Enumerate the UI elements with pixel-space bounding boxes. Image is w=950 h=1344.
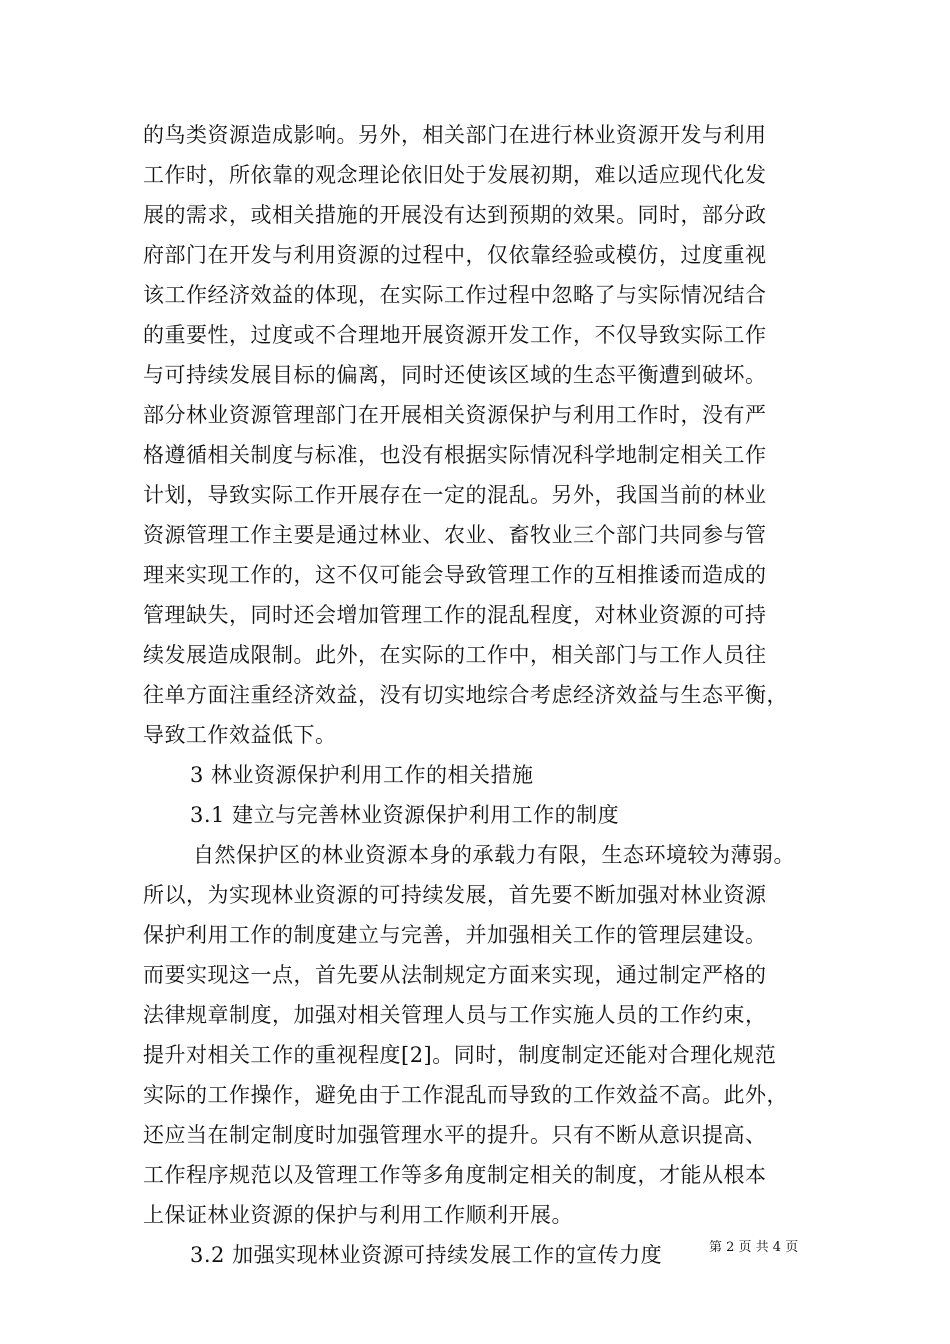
subsection-heading: 3.1 建立与完善林业资源保护利用工作的制度 — [190, 803, 620, 827]
body-text-line: 所以，为实现林业资源的可持续发展，首先要不断加强对林业资源 — [143, 883, 767, 907]
body-text-line: 该工作经济效益的体现，在实际工作过程中忽略了与实际情况结合 — [143, 283, 767, 307]
body-text-line: 上保证林业资源的保护与利用工作顺利开展。 — [143, 1203, 573, 1227]
section-heading: 3 林业资源保护利用工作的相关措施 — [190, 763, 534, 787]
body-text-line: 府部门在开发与利用资源的过程中，仅依靠经验或模仿，过度重视 — [143, 243, 767, 267]
body-text-line: 部分林业资源管理部门在开展相关资源保护与利用工作时，没有严 — [143, 403, 767, 427]
body-text-line: 续发展造成限制。此外，在实际的工作中，相关部门与工作人员往 — [143, 643, 767, 667]
body-text-line: 计划，导致实际工作开展存在一定的混乱。另外，我国当前的林业 — [143, 483, 767, 507]
body-text-line: 实际的工作操作，避免由于工作混乱而导致的工作效益不高。此外， — [143, 1083, 788, 1107]
body-text-line: 理来实现工作的，这不仅可能会导致管理工作的互相推诿而造成的 — [143, 563, 767, 587]
body-text-line: 与可持续发展目标的偏离，同时还使该区域的生态平衡遭到破坏。 — [143, 363, 767, 387]
subsection-heading: 3.2 加强实现林业资源可持续发展工作的宣传力度 — [190, 1243, 663, 1267]
body-text-line: 往单方面注重经济效益，没有切实地综合考虑经济效益与生态平衡， — [143, 683, 788, 707]
page-number-footer: 第 2 页 共 4 页 — [709, 1240, 799, 1255]
body-text-line: 自然保护区的林业资源本身的承载力有限，生态环境较为薄弱。 — [193, 843, 795, 867]
body-text-line: 保护利用工作的制度建立与完善，并加强相关工作的管理层建设。 — [143, 923, 767, 947]
body-text-line: 工作程序规范以及管理工作等多角度制定相关的制度，才能从根本 — [143, 1163, 767, 1187]
body-text-line: 资源管理工作主要是通过林业、农业、畜牧业三个部门共同参与管 — [143, 523, 767, 547]
body-text-line: 格遵循相关制度与标准，也没有根据实际情况科学地制定相关工作 — [143, 443, 767, 467]
body-text-line: 法律规章制度，加强对相关管理人员与工作实施人员的工作约束， — [143, 1003, 767, 1027]
body-text-line: 的重要性，过度或不合理地开展资源开发工作，不仅导致实际工作 — [143, 323, 767, 347]
body-text-line: 还应当在制定制度时加强管理水平的提升。只有不断从意识提高、 — [143, 1123, 767, 1147]
body-text-line: 展的需求，或相关措施的开展没有达到预期的效果。同时，部分政 — [143, 203, 767, 227]
body-text-line: 的鸟类资源造成影响。另外，相关部门在进行林业资源开发与利用 — [143, 123, 767, 147]
body-text-line: 工作时，所依靠的观念理论依旧处于发展初期，难以适应现代化发 — [143, 163, 767, 187]
body-text-line: 而要实现这一点，首先要从法制规定方面来实现，通过制定严格的 — [143, 963, 767, 987]
body-text-line: 提升对相关工作的重视程度[2]。同时，制度制定还能对合理化规范 — [143, 1043, 777, 1067]
body-text-line: 导致工作效益低下。 — [143, 723, 337, 747]
body-text-line: 管理缺失，同时还会增加管理工作的混乱程度，对林业资源的可持 — [143, 603, 767, 627]
